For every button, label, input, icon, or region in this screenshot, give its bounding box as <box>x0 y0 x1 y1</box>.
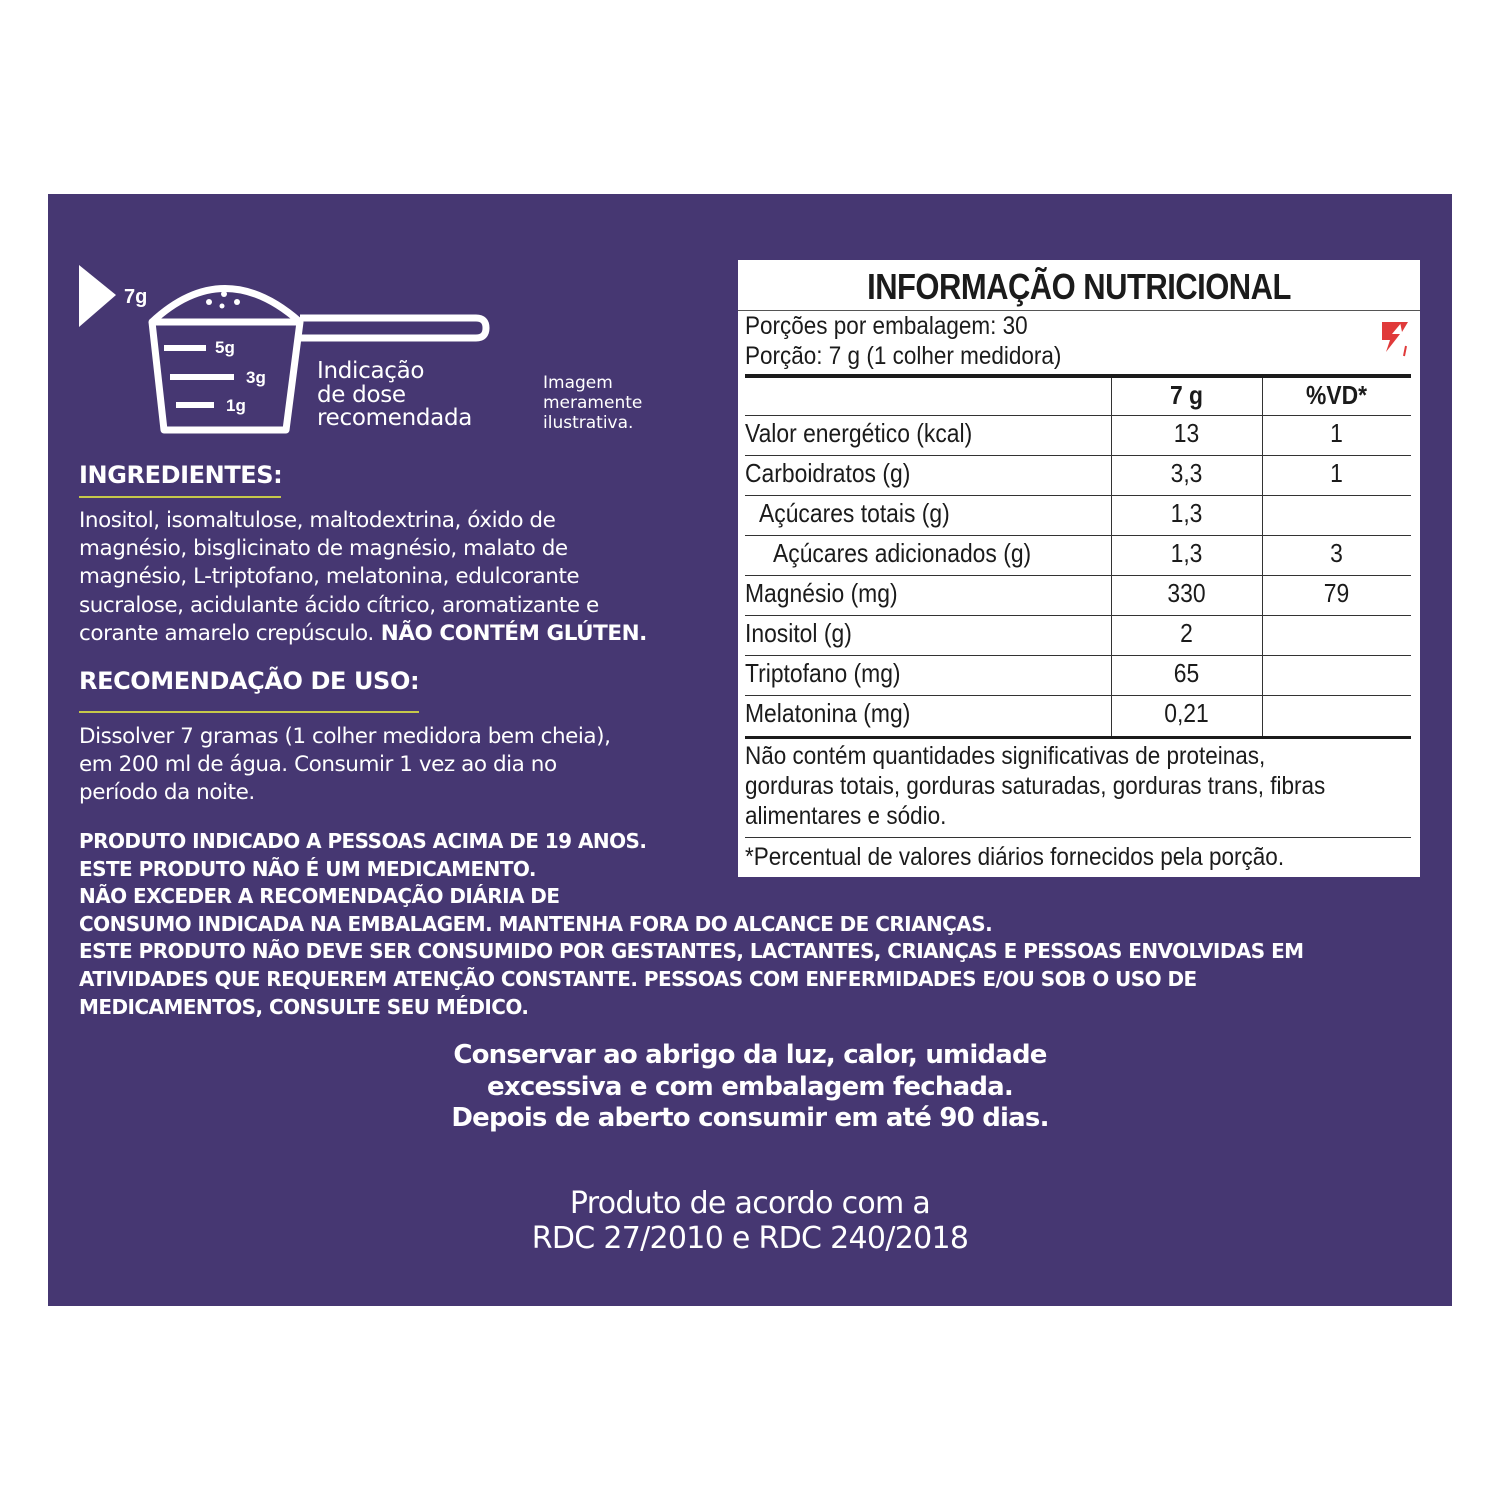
warning-line: NÃO EXCEDER A RECOMENDAÇÃO DIÁRIA DE <box>79 884 560 909</box>
ingredients-line: magnésio, L-triptofano, melatonina, edulcorante <box>79 564 580 590</box>
usage-underline <box>79 711 419 713</box>
nutrition-title: INFORMAÇÃO NUTRICIONAL <box>867 266 1291 307</box>
warning-line: ESTE PRODUTO NÃO É UM MEDICAMENTO. <box>79 856 536 881</box>
row-divider <box>745 535 1411 536</box>
dose-indication-label <box>317 360 472 431</box>
nutrient-amount: 13 <box>1173 418 1200 448</box>
footer-rule <box>745 736 1411 739</box>
scoop-mark-5g: 5g <box>215 338 235 357</box>
dose-label-line: Indicação <box>317 358 425 384</box>
regulation-notice <box>48 1186 1452 1256</box>
ingredients-line: magnésio, bisglicinato de magnésio, malato de <box>79 536 568 562</box>
usage-text <box>79 723 610 808</box>
storage-line: excessiva e com embalagem fechada. <box>487 1071 1013 1102</box>
usage-line: em 200 ml de água. Consumir 1 vez ao dia no <box>79 752 557 778</box>
row-divider <box>745 837 1411 838</box>
nutrient-name: Carboidratos (g) <box>745 458 911 488</box>
nutrient-amount: 2 <box>1180 618 1193 648</box>
storage-line: Conservar ao abrigo da luz, calor, umidade <box>453 1040 1047 1070</box>
nutrient-name: Inositol (g) <box>745 618 852 648</box>
dose-label-line: recomendada <box>317 405 473 431</box>
recycling-symbol-icon <box>1378 318 1410 360</box>
col-header-amount: 7 g <box>1169 380 1204 410</box>
nutrition-footnote <box>745 741 1325 831</box>
illustrative-line: ilustrativa. <box>543 413 634 433</box>
column-divider <box>1262 378 1263 736</box>
ingredients-underline <box>79 496 281 498</box>
illustrative-line: meramente <box>543 393 643 413</box>
dose-label-line: de dose <box>317 381 406 408</box>
ingredients-heading: INGREDIENTES: <box>79 461 283 489</box>
nutrient-daily-value: 3 <box>1330 538 1343 568</box>
footnote-line: gorduras totais, gorduras saturadas, gorduras trans, fibras <box>745 772 1326 800</box>
warning-line: ESTE PRODUTO NÃO DEVE SER CONSUMIDO POR GESTANTES, LACTANTES, CRIANÇAS E PESSOAS ENVOLVIDAS EM <box>79 939 1304 964</box>
nutrient-name: Magnésio (mg) <box>745 578 898 608</box>
nutrient-name: Açúcares adicionados (g) <box>773 538 1032 568</box>
nutrient-name: Valor energético (kcal) <box>745 418 973 448</box>
warning-line: CONSUMO INDICADA NA EMBALAGEM. MANTENHA FORA DO ALCANCE DE CRIANÇAS. <box>79 911 993 936</box>
regulation-line: Produto de acordo com a <box>569 1186 931 1221</box>
row-divider <box>745 655 1411 656</box>
row-divider <box>745 455 1411 456</box>
warning-line: PRODUTO INDICADO A PESSOAS ACIMA DE 19 ANOS. <box>79 829 647 853</box>
col-header-dv: %VD* <box>1305 380 1368 410</box>
storage-instructions <box>48 1040 1452 1135</box>
usage-heading: RECOMENDAÇÃO DE USO: <box>79 667 420 695</box>
warning-line: ATIVIDADES QUE REQUEREM ATENÇÃO CONSTANTE. PESSOAS COM ENFERMIDADES E/OU SOB O USO DE <box>79 966 1197 991</box>
nutrient-daily-value: 1 <box>1330 418 1343 448</box>
usage-line: Dissolver 7 gramas (1 colher medidora bem cheia), <box>79 724 611 749</box>
nutrient-amount: 1,3 <box>1170 538 1203 568</box>
daily-value-note: *Percentual de valores diários fornecidos pela porção. <box>745 843 1285 871</box>
usage-line: período da noite. <box>79 780 255 806</box>
ingredients-line: sucralose, acidulante ácido cítrico, aromatizante e <box>79 592 599 618</box>
nutrient-name: Triptofano (mg) <box>745 658 901 688</box>
column-divider <box>1111 378 1112 736</box>
nutrient-amount: 0,21 <box>1164 698 1209 728</box>
row-divider <box>745 415 1411 416</box>
regulation-line: RDC 27/2010 e RDC 240/2018 <box>531 1221 969 1256</box>
play-arrow-icon <box>79 265 116 327</box>
ingredients-line <box>79 620 647 648</box>
scoop-mark-1g: 1g <box>226 396 246 415</box>
nutrient-daily-value: 1 <box>1330 458 1343 488</box>
scoop-mark-3g: 3g <box>246 368 266 387</box>
warning-line: MEDICAMENTOS, CONSULTE SEU MÉDICO. <box>79 994 529 1019</box>
nutrient-amount: 330 <box>1167 578 1206 608</box>
row-divider <box>745 615 1411 616</box>
nutrient-amount: 3,3 <box>1170 458 1203 488</box>
ingredients-text <box>79 507 647 648</box>
ingredients-line: Inositol, isomaltulose, maltodextrina, óxido de <box>79 508 556 533</box>
nutrient-amount: 1,3 <box>1170 498 1203 528</box>
row-divider <box>745 695 1411 696</box>
nutrient-name: Açúcares totais (g) <box>759 498 950 528</box>
gluten-free-notice: NÃO CONTÉM GLÚTEN. <box>373 620 647 646</box>
serving-size: Porção: 7 g (1 colher medidora) <box>745 342 1062 370</box>
nutrition-facts-table <box>738 260 1420 877</box>
nutrient-name: Melatonina (mg) <box>745 698 911 728</box>
storage-line: Depois de aberto consumir em até 90 dias. <box>451 1103 1049 1133</box>
ingredients-line-text: corante amarelo crepúsculo. <box>79 620 374 646</box>
row-divider <box>745 575 1411 576</box>
nutrient-amount: 65 <box>1173 658 1200 688</box>
footnote-line: alimentares e sódio. <box>745 802 947 830</box>
illustrative-line: Imagem <box>543 373 613 393</box>
header-rule <box>745 374 1411 378</box>
illustrative-note <box>543 373 642 433</box>
footnote-line: Não contém quantidades significativas de proteinas, <box>745 742 1266 770</box>
nutrient-daily-value: 79 <box>1323 578 1350 608</box>
title-divider <box>738 310 1420 311</box>
servings-per-package: Porções por embalagem: 30 <box>745 312 1028 340</box>
row-divider <box>745 495 1411 496</box>
dose-mark-7g: 7g <box>124 286 148 308</box>
